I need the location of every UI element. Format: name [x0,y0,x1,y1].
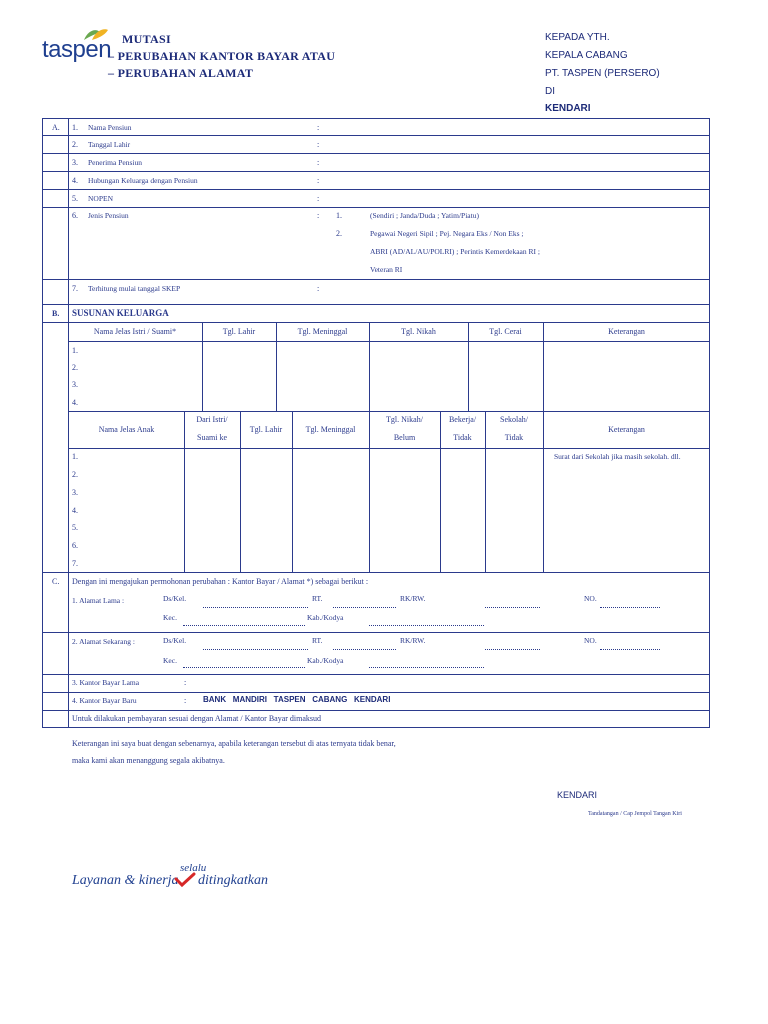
child-header-lahir: Tgl. Lahir [249,425,283,434]
child-header-name: Nama Jelas Anak [98,425,155,434]
logo-text: taspen [42,36,112,63]
slogan-part-1: Layanan & kinerja [72,873,179,888]
a-row-5-label: NOPEN [88,194,114,203]
jenis-opt1: (Sendiri ; Janda/Duda ; Yatim/Piatu) [370,211,479,220]
sign-city: KENDARI [557,790,598,800]
a-row-2-label: Tanggal Lahir [88,140,131,149]
alamat-sekarang-kec-field[interactable] [183,667,305,668]
alamat-lama-no-field[interactable] [600,607,660,608]
child-header-nikah-2: Belum [393,433,416,442]
alamat-lama-rk: RK/RW. [400,594,426,603]
kantor-bayar-baru-label: 4. Kantor Bayar Baru [72,696,137,705]
taspen-logo [42,26,112,66]
a-row-1-num: 1. [72,123,78,132]
alamat-sekarang-kab-field[interactable] [369,667,484,668]
jenis-opt2-line1: Pegawai Negeri Sipil ; Pej. Negara Eks / Non Eks ; [370,229,524,238]
spouse-row-num: 2. [72,363,78,372]
kantor-bayar-lama-colon: : [184,678,187,687]
spouse-row-num: 1. [72,346,78,355]
kantor-bayar-baru-colon: : [184,696,187,705]
a-row-5-colon: : [317,194,320,203]
alamat-sekarang-kab: Kab./Kodya [307,656,344,665]
section-c-intro: Dengan ini mengajukan permohonan perubahan : Kantor Bayar / Alamat *) sebagai berikut : [72,577,369,586]
alamat-lama-ds-field[interactable] [203,607,308,608]
a-row-4-num: 4. [72,176,78,185]
jenis-opt2-line2: ABRI (AD/AL/AU/POLRI) ; Perintis Kemerdekaan RI ; [370,247,540,256]
section-b-letter: B. [52,309,60,318]
child-row-num: 3. [72,488,78,497]
child-note: Surat dari Sekolah jika masih sekolah. dll. [554,452,681,461]
a-row-5-num: 5. [72,194,78,203]
child-header-keterangan: Keterangan [608,425,645,434]
addressee-line-4: DI [545,86,555,97]
alamat-lama-no: NO. [584,594,597,603]
spouse-header-lahir: Tgl. Lahir [222,327,256,336]
addressee-line-2: KEPALA CABANG [545,50,628,61]
form-title-1: MUTASI [122,32,171,46]
section-c-note: Untuk dilakukan pembayaran sesuai dengan Alamat / Kantor Bayar dimaksud [72,714,322,723]
spouse-header-keterangan: Keterangan [608,327,645,336]
alamat-sekarang-ds-field[interactable] [203,649,308,650]
section-a-letter: A. [52,123,60,132]
child-header-nikah-1: Tgl. Nikah/ [386,415,423,424]
a-row-7-num: 7. [72,284,78,293]
spouse-header-cerai: Tgl. Cerai [489,327,522,336]
addressee-city: KENDARI [545,103,591,114]
slogan-part-3: ditingkatkan [198,873,268,888]
alamat-lama-kab-field[interactable] [369,625,484,626]
alamat-sekarang-ds: Ds/Kel. [163,636,187,645]
checkmark-icon [174,872,196,888]
alamat-sekarang-kec: Kec. [163,656,177,665]
child-row-num: 2. [72,470,78,479]
spouse-row-num: 4. [72,398,78,407]
form-title-3: – PERUBAHAN ALAMAT [108,66,254,80]
spouse-row-num: 3. [72,380,78,389]
form-title-2: – PERUBAHAN KANTOR BAYAR ATAU [108,49,336,63]
spouse-header-meninggal: Tgl. Meninggal [297,327,348,336]
child-header-meninggal: Tgl. Meninggal [305,425,356,434]
child-header-dari-2: Suami ke [197,433,227,442]
alamat-lama-rt: RT. [312,594,323,603]
child-row-num: 6. [72,541,78,550]
addressee-line-1: KEPADA YTH. [545,32,610,43]
child-header-bekerja-2: Tidak [453,433,472,442]
alamat-lama-ds: Ds/Kel. [163,594,187,603]
alamat-lama-kec: Kec. [163,613,177,622]
jenis-opt2-line3: Veteran RI [370,265,403,274]
jenis-opt2-num: 2. [336,229,342,238]
sign-caption: Tandatangan / Cap Jempol Tangan Kiri [588,811,682,817]
child-header-bekerja-1: Bekerja/ [448,415,477,424]
a-row-2-colon: : [317,140,320,149]
a-row-4-colon: : [317,176,320,185]
a-row-3-colon: : [317,158,320,167]
statement-line-1: Keterangan ini saya buat dengan sebenarnya, apabila keterangan tersebut di atas ternyata tidak benar, [72,739,396,748]
jenis-opt1-num: 1. [336,211,342,220]
section-b-title: SUSUNAN KELUARGA [72,308,169,318]
spouse-header-name: Nama Jelas Istri / Suami* [93,327,177,336]
statement-line-2: maka kami akan menanggung segala akibatnya. [72,756,225,765]
alamat-lama-rk-field[interactable] [485,607,540,608]
alamat-sekarang-rt-field[interactable] [333,649,396,650]
child-row-num: 7. [72,559,78,568]
section-c-letter: C. [52,577,60,586]
a-row-1-colon: : [317,123,320,132]
a-row-2-num: 2. [72,140,78,149]
a-row-7-colon: : [317,284,320,293]
addressee-line-3: PT. TASPEN (PERSERO) [545,68,660,79]
a-row-7-label: Terhitung mulai tanggal SKEP [88,284,181,293]
alamat-lama-kec-field[interactable] [183,625,305,626]
alamat-sekarang-rk-field[interactable] [485,649,540,650]
alamat-sekarang-no: NO. [584,636,597,645]
a-row-3-num: 3. [72,158,78,167]
alamat-lama-kab: Kab./Kodya [307,613,344,622]
alamat-sekarang-rk: RK/RW. [400,636,426,645]
kantor-bayar-lama-label: 3. Kantor Bayar Lama [72,678,140,687]
kantor-bayar-baru-value: BANK MANDIRI TASPEN CABANG KENDARI [203,695,391,704]
a-row-6-colon: : [317,211,320,220]
child-header-sekolah-2: Tidak [504,433,524,442]
child-row-num: 5. [72,523,78,532]
alamat-sekarang-rt: RT. [312,636,323,645]
child-row-num: 4. [72,506,78,515]
alamat-sekarang-no-field[interactable] [600,649,660,650]
slogan-part-2: selalu [180,862,207,874]
alamat-sekarang-label: 2. Alamat Sekarang : [72,637,135,646]
child-row-num: 1. [72,452,78,461]
a-row-1-label: Nama Pensiun [88,123,132,132]
child-header-sekolah-1: Sekolah/ [500,415,528,424]
a-row-4-label: Hubungan Keluarga dengan Pensiun [88,176,198,185]
spouse-header-nikah: Tgl. Nikah [401,327,436,336]
a-row-3-label: Penerima Pensiun [88,158,142,167]
a-row-6-label: Jenis Pensiun [88,211,129,220]
alamat-lama-rt-field[interactable] [333,607,396,608]
alamat-lama-label: 1. Alamat Lama : [72,596,125,605]
a-row-6-num: 6. [72,211,78,220]
child-header-dari-1: Dari Istri/ [196,415,228,424]
